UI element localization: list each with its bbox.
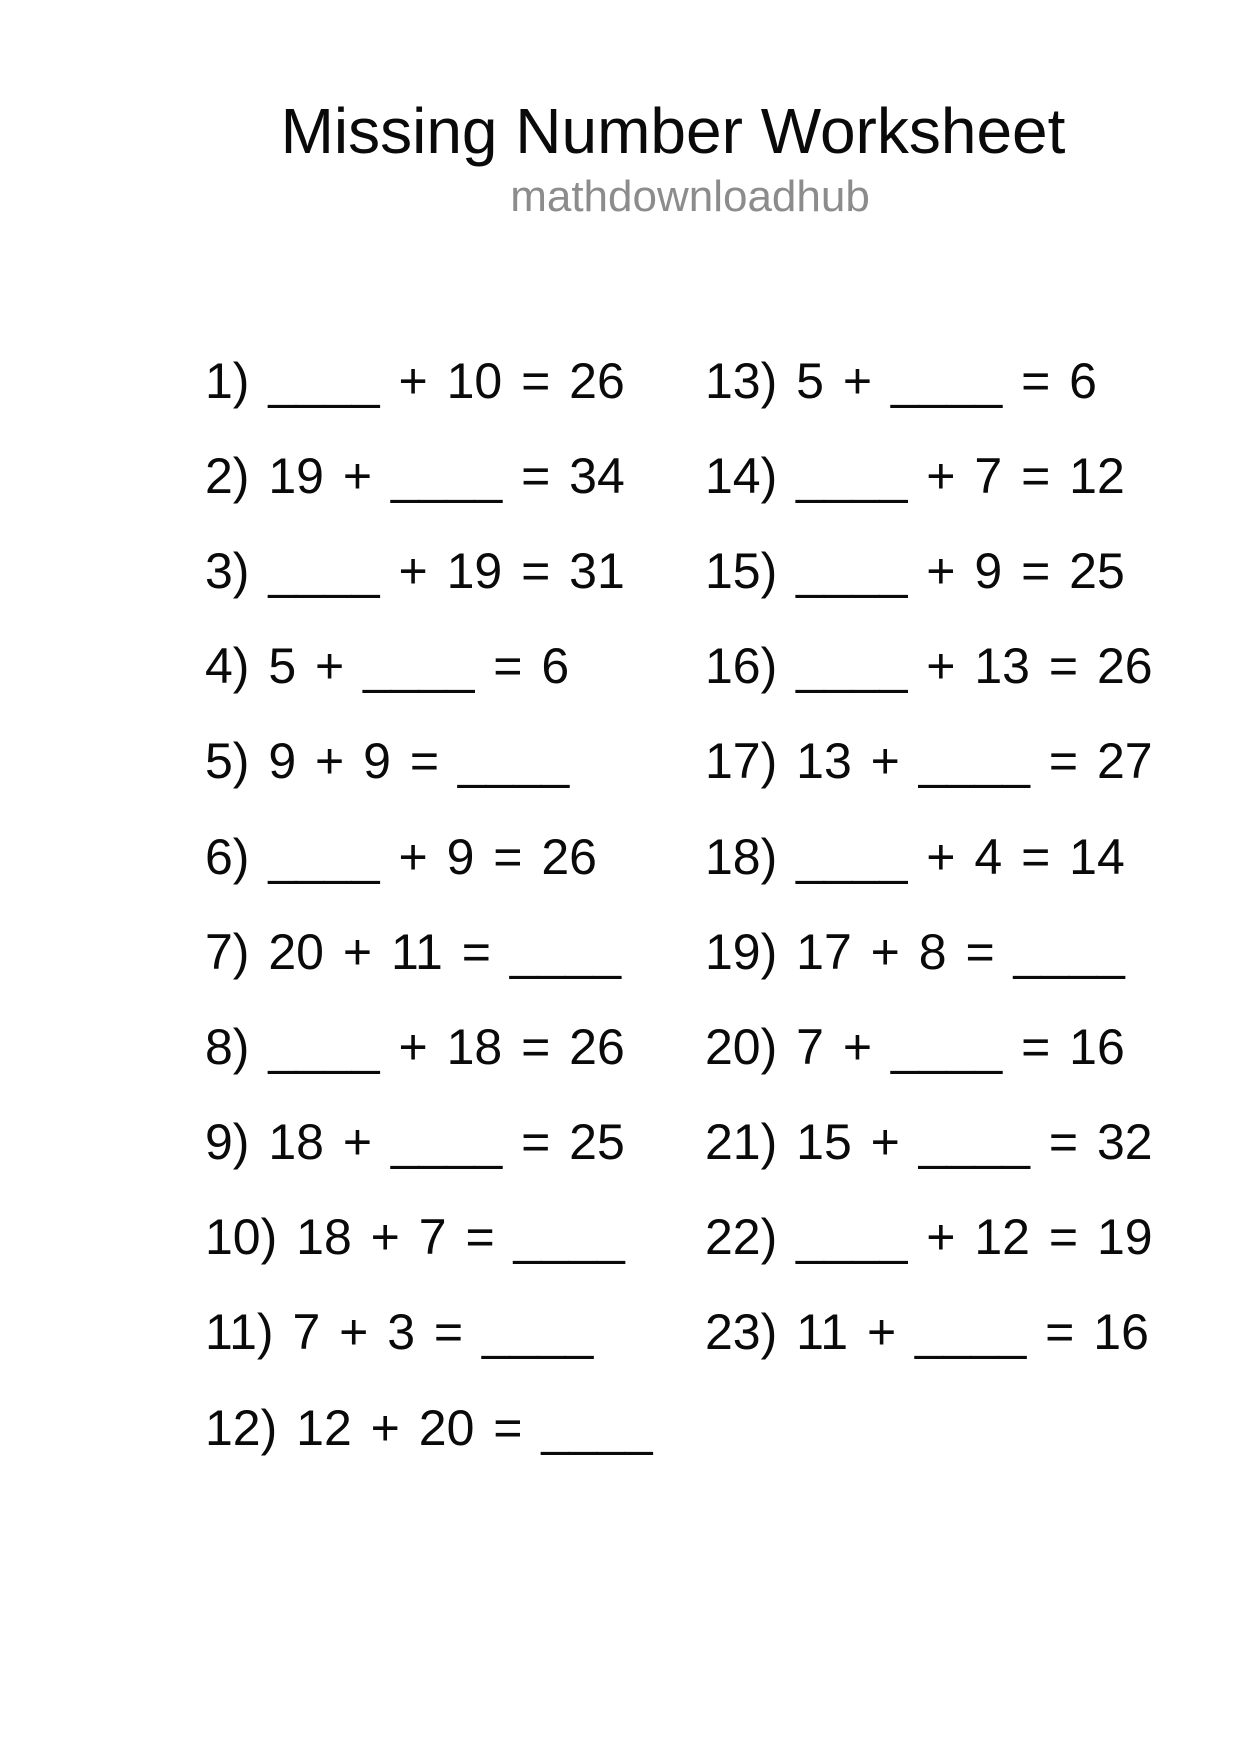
- problem-row-23: [705, 1285, 1153, 1380]
- problem-row-11: [205, 1285, 653, 1380]
- problem-text-21: 21) 15 + ____ = 32: [705, 1114, 1153, 1171]
- problem-row-8: [205, 999, 653, 1094]
- problem-text-5: 5) 9 + 9 = ____: [205, 733, 570, 790]
- problem-row-13: [705, 333, 1153, 428]
- problem-row-15: [705, 523, 1153, 618]
- problem-row-5: [205, 714, 653, 809]
- problem-row-17: [705, 714, 1153, 809]
- problem-row-9: [205, 1095, 653, 1190]
- problem-text-10: 10) 18 + 7 = ____: [205, 1209, 625, 1266]
- problem-row-10: [205, 1190, 653, 1285]
- problems-right-column: [705, 333, 1153, 1380]
- problem-row-14: [705, 428, 1153, 523]
- problem-row-16: [705, 619, 1153, 714]
- problem-row-21: [705, 1095, 1153, 1190]
- problem-row-19: [705, 904, 1153, 999]
- problem-row-4: [205, 619, 653, 714]
- problem-text-4: 4) 5 + ____ = 6: [205, 638, 570, 695]
- problem-row-6: [205, 809, 653, 904]
- problem-text-7: 7) 20 + 11 = ____: [205, 923, 622, 980]
- problem-row-20: [705, 999, 1153, 1094]
- problem-text-3: 3) ____ + 19 = 31: [205, 542, 625, 599]
- problem-text-1: 1) ____ + 10 = 26: [205, 352, 625, 409]
- problem-row-2: [205, 428, 653, 523]
- problem-row-7: [205, 904, 653, 999]
- problem-text-6: 6) ____ + 9 = 26: [205, 828, 597, 885]
- problem-text-8: 8) ____ + 18 = 26: [205, 1018, 625, 1075]
- problem-row-3: [205, 523, 653, 618]
- problem-text-13: 13) 5 + ____ = 6: [705, 352, 1097, 409]
- problem-text-11: 11) 7 + 3 = ____: [205, 1304, 594, 1361]
- problem-text-14: 14) ____ + 7 = 12: [705, 447, 1125, 504]
- problem-text-18: 18) ____ + 4 = 14: [705, 828, 1125, 885]
- problem-text-16: 16) ____ + 13 = 26: [705, 638, 1153, 695]
- problem-text-19: 19) 17 + 8 = ____: [705, 923, 1125, 980]
- problem-text-17: 17) 13 + ____ = 27: [705, 733, 1153, 790]
- page-subtitle: mathdownloadhub: [510, 172, 870, 221]
- problem-row-1: [205, 333, 653, 428]
- problem-text-20: 20) 7 + ____ = 16: [705, 1018, 1125, 1075]
- problem-text-23: 23) 11 + ____ = 16: [705, 1304, 1149, 1361]
- problem-text-2: 2) 19 + ____ = 34: [205, 447, 625, 504]
- problem-text-9: 9) 18 + ____ = 25: [205, 1114, 625, 1171]
- problem-row-18: [705, 809, 1153, 904]
- problem-text-22: 22) ____ + 12 = 19: [705, 1209, 1153, 1266]
- problem-text-12: 12) 12 + 20 = ____: [205, 1399, 653, 1456]
- page-title: Missing Number Worksheet: [280, 95, 1066, 167]
- problem-row-12: [205, 1380, 653, 1475]
- problem-text-15: 15) ____ + 9 = 25: [705, 542, 1125, 599]
- problem-row-22: [705, 1190, 1153, 1285]
- problems-left-column: [205, 333, 653, 1475]
